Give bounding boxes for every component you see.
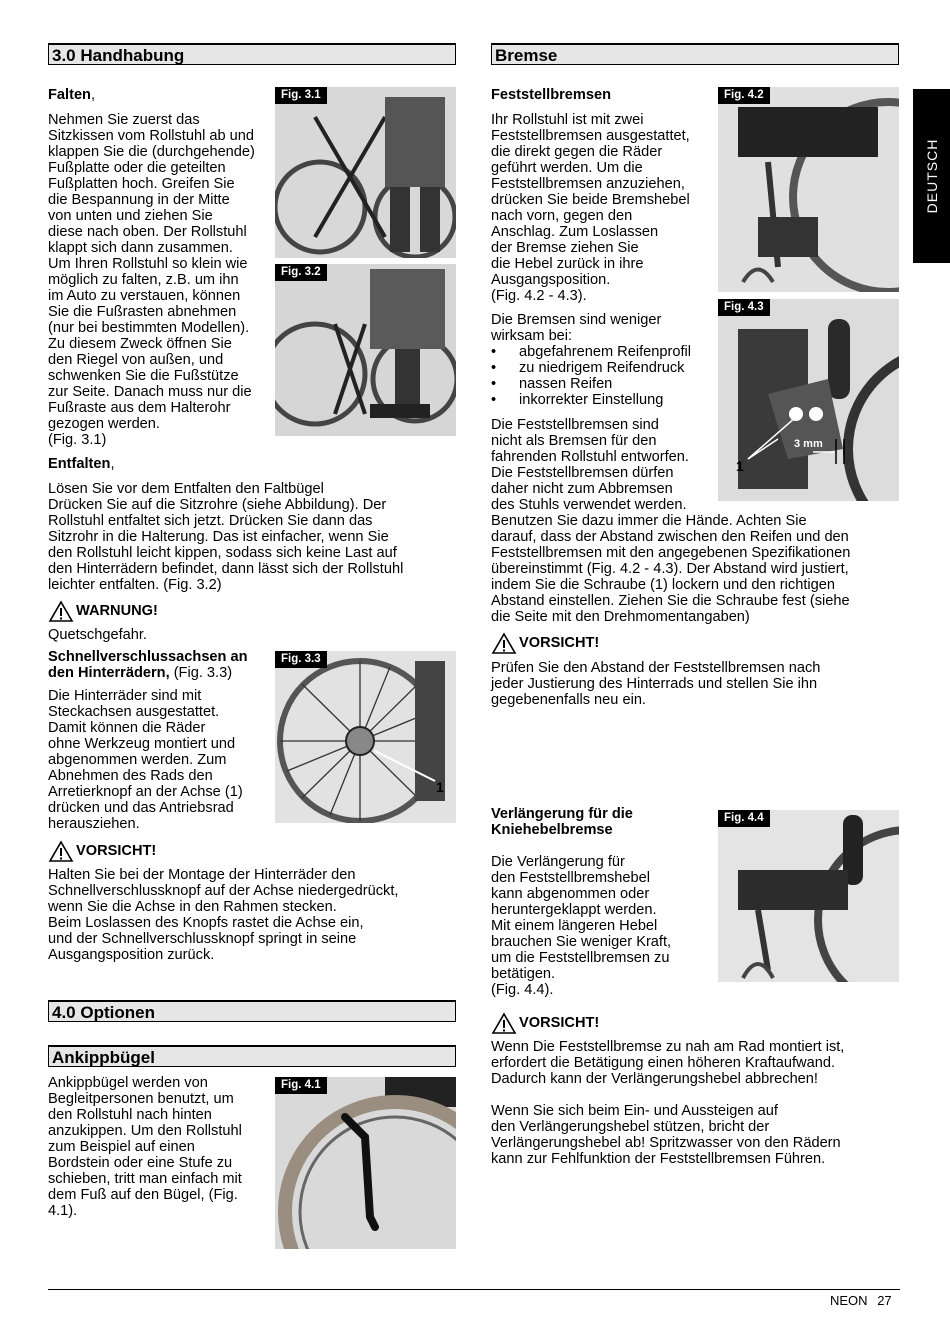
list-item: • abgefahrenem Reifenprofil: [491, 344, 691, 360]
figure-3-3-marker: 1: [436, 779, 444, 795]
caution-label-left: VORSICHT!: [76, 842, 157, 859]
list-item: • inkorrekter Einstellung: [491, 392, 691, 408]
figure-3-3: [275, 651, 456, 823]
wheelchair-folding-photo: [275, 87, 456, 258]
entfalten-heading-comma: ,: [110, 456, 115, 472]
ankipp-text: Ankippbügel werden von Begleitpersonen benutzt, um den Rollstuhl nach hinten anzukippen. Um den Rollstuhl zum Beispiel auf einen Bordstein oder eine Stufe zu schieben, tritt man einfach mit dem Fuß auf den Bügel, (Fig. 4.1).: [48, 1075, 242, 1219]
caution-block-left: [48, 840, 156, 862]
caution-triangle-icon: [491, 632, 517, 654]
falten-text: Nehmen Sie zuerst das Sitzkissen vom Rollstuhl ab und klappen Sie die (durchgehende) Fußplatte oder die geteilten Fußplatten hoch. Greifen Sie die Bespannung in der Mitte von unten und ziehen Sie diese nach oben. Der Rollstuhl klappt sich dann zusammen. Um Ihren Rollstuhl so klein wie möglich zu falten, z.B. um ihn im Auto zu verstauen, können Sie die Fußrasten abnehmen (nur bei bestimmten Modellen). Zu diesem Zweck öffnen Sie den Riegel von außen, und schwenken Sie die Fußstütze zur Seite. Danach muss nur die Fußraste aus dem Halterohr gezogen werden. (Fig. 3.1): [48, 112, 255, 448]
falten-heading-line: [48, 87, 95, 103]
caution-triangle-icon: [491, 1012, 517, 1034]
caution-text-left: Halten Sie bei der Montage der Hinterräder den Schnellverschlussknopf auf der Achse niedergedrückt, wenn Sie die Achse in den Rahmen stecken. Beim Loslassen des Knopfs rastet die Achse ein, und der Schnellverschlussknopf springt in seine Ausgangsposition zurück.: [48, 867, 399, 963]
warning-label: WARNUNG!: [76, 602, 158, 619]
weniger-text: Die Bremsen sind weniger wirksam bei:: [491, 312, 662, 344]
section-title-ankippbuegel: Ankippbügel: [48, 1045, 456, 1067]
figure-4-3: [718, 299, 899, 501]
list-item: • nassen Reifen: [491, 376, 691, 392]
caution-label-right-1: VORSICHT!: [519, 634, 600, 651]
entfalten-text: Lösen Sie vor dem Entfalten den Faltbügel Drücken Sie auf die Sitzrohre (siehe Abbildung). Der Rollstuhl entfaltet sich jetzt. Drücken Sie dann das Sitzrohr in die Halterung. Das ist einfacher, wenn Sie den Rollstuhl leicht kippen, sodass sich keine Last auf den Hinterrädern befindet, dann lässt sich der Rollstuhl leichter entfalten. (Fig. 3.2): [48, 481, 404, 593]
warning-text: Quetschgefahr.: [48, 627, 147, 643]
caution-label-right-2: VORSICHT!: [519, 1014, 600, 1031]
figure-4-2-label: Fig. 4.2: [718, 87, 770, 104]
verlaengerung-text: Die Verlängerung für den Feststellbremshebel kann abgenommen oder heruntergeklappt werden. Mit einem längeren Hebel brauchen Sie weniger Kraft, um die Feststellbremsen zu betätigen. (Fig. 4.4).: [491, 854, 672, 998]
figure-4-4-label: Fig. 4.4: [718, 810, 770, 827]
page-number: 27: [877, 1293, 892, 1308]
warning-block: [48, 600, 158, 622]
falten-heading-comma: ,: [90, 87, 96, 103]
language-tab-label: DEUTSCH: [923, 138, 940, 214]
parking-brake-photo: [718, 87, 899, 292]
footer-divider: [48, 1289, 900, 1290]
figure-4-3-gap-label: 3 mm: [794, 438, 823, 450]
figure-3-2: [275, 264, 456, 436]
section-title-optionen: 4.0 Optionen: [48, 1000, 456, 1022]
figure-3-1-label: Fig. 3.1: [275, 87, 327, 104]
language-side-tab: [913, 89, 950, 263]
figure-4-1: [275, 1077, 456, 1249]
warning-triangle-icon: [48, 600, 74, 622]
footer-brand: NEON: [830, 1293, 868, 1308]
figure-4-2: [718, 87, 899, 292]
feststell-heading: Feststellbremsen: [491, 87, 612, 103]
brake-extension-photo: [718, 810, 899, 982]
wheelchair-unfolding-photo: [275, 264, 456, 436]
verlaengerung-heading: Verlängerung für die Kniehebelbremse: [491, 806, 633, 838]
falten-heading: Falten: [48, 87, 91, 103]
figure-4-3-label: Fig. 4.3: [718, 299, 770, 316]
schnell-text: Die Hinterräder sind mit Steckachsen ausgestattet. Damit können die Räder ohne Werkzeug montiert und abgenommen werden. Zum Abnehmen des Rads den Arretierknopf an der Achse (1) drücken und das Antriebsrad herausziehen.: [48, 688, 243, 832]
anti-tip-bar-photo: [275, 1077, 456, 1249]
caution-block-right-2: [491, 1012, 599, 1034]
section-title-handhabung: 3.0 Handhabung: [48, 43, 456, 65]
figure-4-1-label: Fig. 4.1: [275, 1077, 327, 1094]
brake-adjustment-photo: [718, 299, 899, 501]
entfalten-heading: Entfalten: [48, 456, 111, 472]
figure-3-1: [275, 87, 456, 258]
quick-release-axle-photo: [275, 651, 456, 823]
caution-text-right-1: Prüfen Sie den Abstand der Feststellbremsen nach jeder Justierung des Hinterrads und stellen Sie ihn gegebenenfalls neu ein.: [491, 660, 821, 708]
schnell-heading-ref: (Fig. 3.3): [169, 665, 233, 681]
feststell-text: Ihr Rollstuhl ist mit zwei Feststellbremsen ausgestattet, die direkt gegen die Räder geführt werden. Um die Feststellbremsen anzuziehen, drücken Sie beide Bremshebel nach vorn, gegen den Anschlag. Zum Loslassen der Bremse ziehen Sie die Hebel zurück in ihre Ausgangsposition. (Fig. 4.2 - 4.3).: [491, 112, 690, 304]
section-title-bremse: Bremse: [491, 43, 899, 65]
caution-block-right-1: [491, 632, 599, 654]
brake-conditions-list: [491, 344, 691, 408]
figure-3-3-label: Fig. 3.3: [275, 651, 327, 668]
schnell-heading-block: [48, 649, 276, 681]
list-item: • zu niedrigem Reifendruck: [491, 360, 691, 376]
not-brakes-text: Die Feststellbremsen sind nicht als Bremsen für den fahrenden Rollstuhl entworfen. Die Feststellbremsen dürfen daher nicht zum Abbremsen des Stuhls verwendet werden. Benutzen Sie dazu immer die Hände. Achten Sie darauf, dass der Abstand zwischen den Reifen und den Feststellbremsen mit den angegebenen Spezifikationen übereinstimmt (Fig. 4.2 - 4.3). Der Abstand wird justiert, indem Sie die Schraube (1) lockern und den richtigen Abstand einstellen. Ziehen Sie die Schraube fest (siehe die Seite mit den Drehmomentangaben): [491, 417, 851, 625]
figure-4-3-marker: 1: [736, 458, 744, 474]
schnell-heading: Schnellverschlussachsen an den Hinterrädern,: [48, 649, 248, 681]
figure-4-4: [718, 810, 899, 982]
footer: [830, 1293, 892, 1308]
caution-triangle-icon: [48, 840, 74, 862]
figure-3-2-label: Fig. 3.2: [275, 264, 327, 281]
entfalten-heading-line: [48, 456, 115, 472]
caution-text-right-2: Wenn Die Feststellbremse zu nah am Rad montiert ist, erfordert die Betätigung einen höheren Kraftaufwand. Dadurch kann der Verlängerungshebel abbrechen! Wenn Sie sich beim Ein- und Aussteigen auf den Verlängerungshebel stützen, bricht der Verlängerungshebel ab! Spritzwasser von den Rädern kann zur Fehlfunktion der Feststellbremsen Führen.: [491, 1039, 845, 1167]
